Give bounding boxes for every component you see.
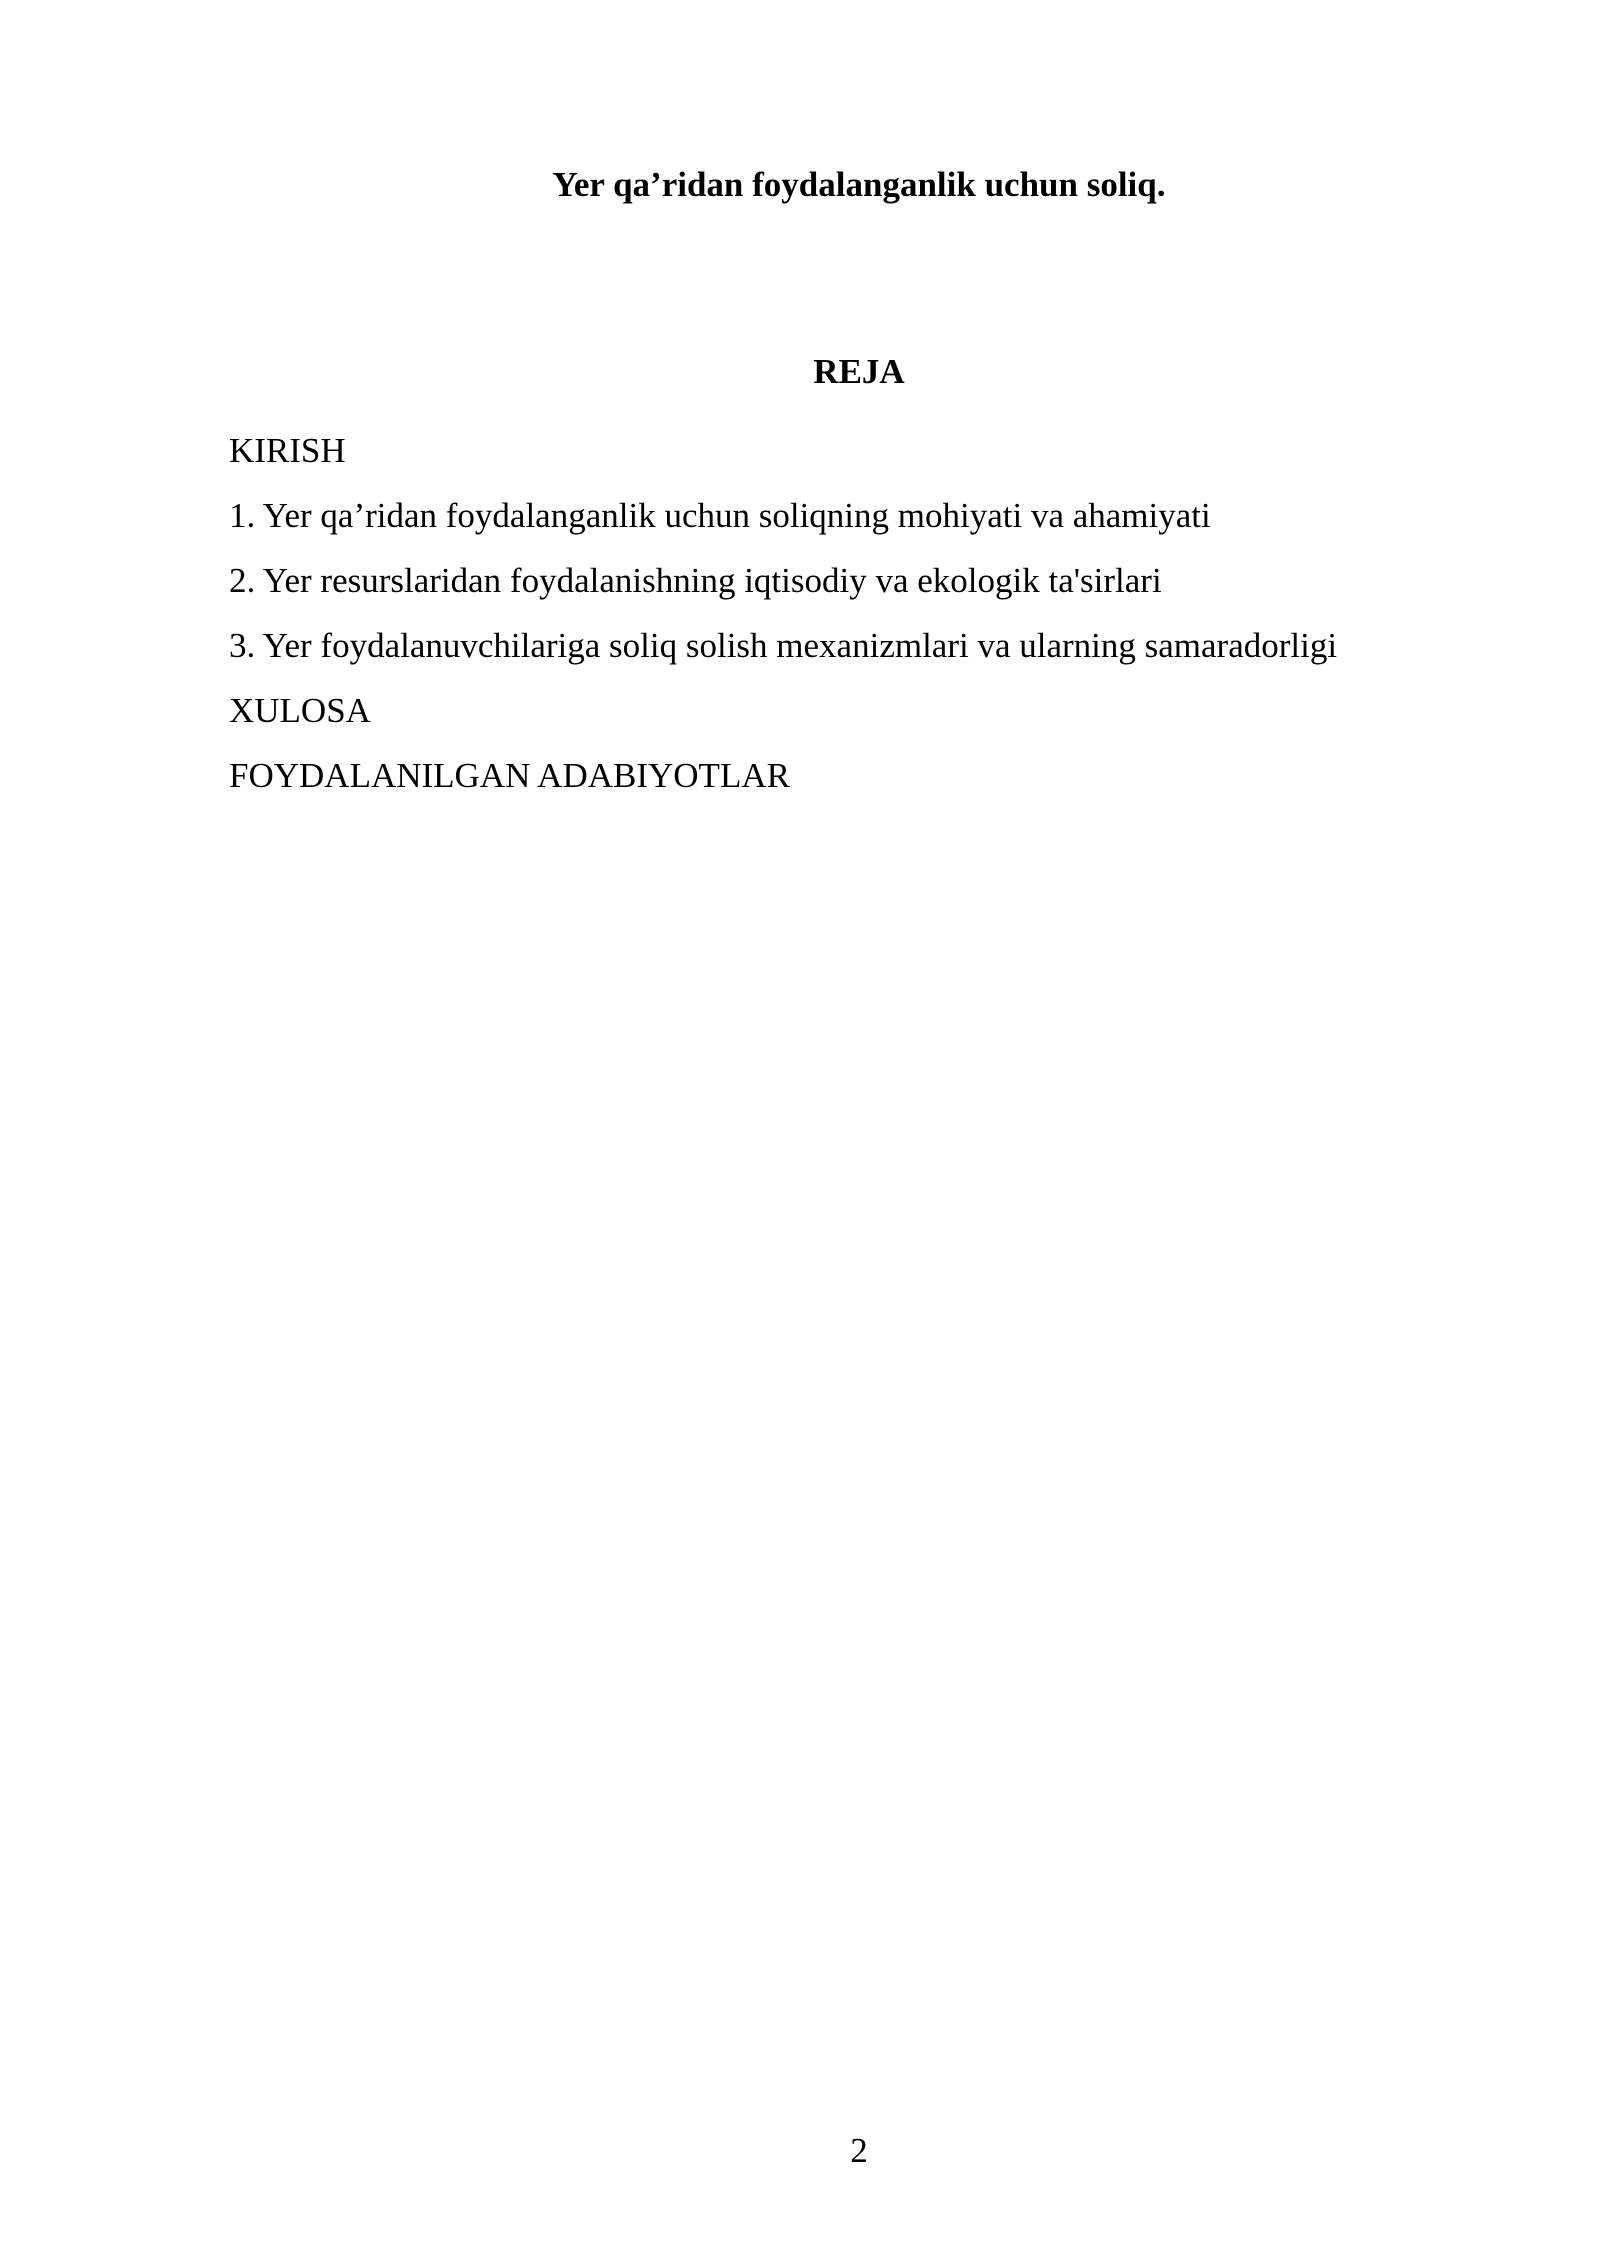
plan-item-conclusion: XULOSA [229, 691, 371, 730]
page-number: 2 [850, 2131, 868, 2170]
plan-heading: REJA [813, 352, 905, 391]
plan-item-introduction: KIRISH [229, 431, 346, 470]
plan-item-references: FOYDALANILGAN ADABIYOTLAR [229, 756, 790, 795]
plan-item-section-1: 1. Yer qa’ridan foydalanganlik uchun soliqning mohiyati va ahamiyati [229, 496, 1211, 535]
plan-item-section-2: 2. Yer resurslaridan foydalanishning iqtisodiy va ekologik ta'sirlari [229, 561, 1162, 600]
plan-list [229, 418, 1529, 808]
plan-item-section-3: 3. Yer foydalanuvchilariga soliq solish mexanizmlari va ularning samaradorligi [229, 626, 1338, 665]
document-title: Yer qa’ridan foydalanganlik uchun soliq. [552, 165, 1166, 204]
